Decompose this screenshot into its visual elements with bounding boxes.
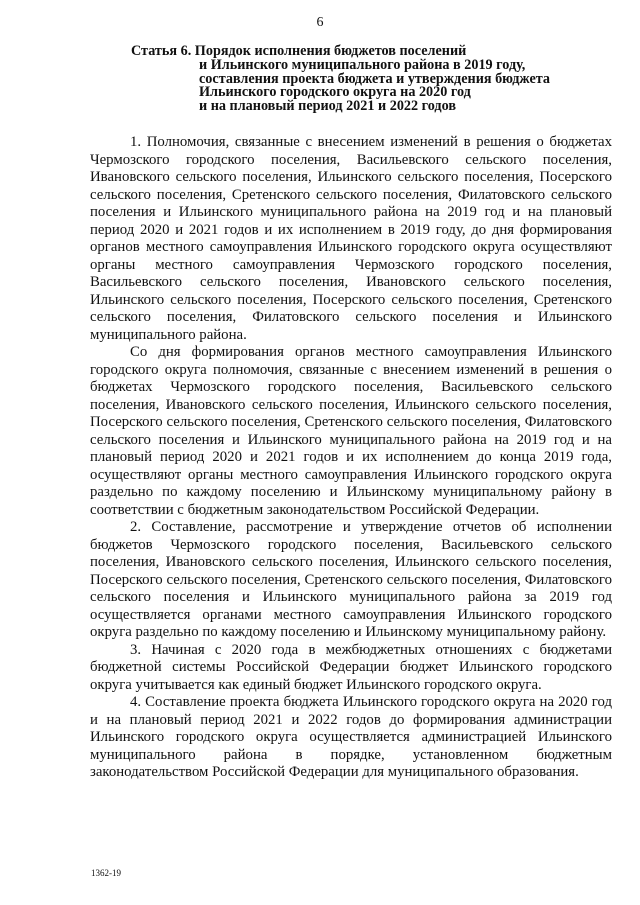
page-number: 6 (316, 15, 324, 30)
article-title (131, 45, 601, 114)
paragraph-1-continued: Со дня формирования органов местного самоуправления Ильинского городского округа полномочия, связанные с внесением изменений в решения о бюджетах Чермозского городского поселения, Васильевского сельского поселения, Ивановского сельского поселения, Ильинского сельского поселения, Посерского сельского поселения, Сретенского сельского поселения, Филатовского сельского поселения и Ильинского муниципального района на 2019 год и на плановый период 2020 и 2021 годов и их исполнением до конца 2019 года, осуществляют органы местного самоуправления Ильинского городского округа раздельно по каждому поселению и Ильинскому муниципальному району в соответствии с бюджетным законодательством Российской Федерации. (90, 344, 612, 518)
document-code: 1362-19 (91, 868, 121, 878)
article-title-line: и на плановый период 2021 и 2022 годов (199, 98, 457, 115)
article-body (90, 134, 612, 782)
paragraph-4: 4. Составление проекта бюджета Ильинского городского округа на 2020 год и на плановый период 2021 и 2022 годов до формирования администрации Ильинского городского округа осуществляется администрацией Ильинского муниципального района в порядке, установленном бюджетным законодательством Российской Федерации для муниципального образования. (90, 694, 612, 780)
paragraph-2: 2. Составление, рассмотрение и утверждение отчетов об исполнении бюджетов Чермозского городского поселения, Васильевского сельского поселения, Ивановского сельского поселения, Ильинского сельского поселения, Посерского сельского поселения, Сретенского сельского поселения, Филатовского сельского поселения и Ильинского муниципального района за 2019 год осуществляется органами местного самоуправления Ильинского городского округа раздельно по каждому поселению и Ильинскому муниципальному району. (90, 519, 612, 640)
article-title-line: и Ильинского муниципального района в 2019 году, (199, 56, 526, 73)
article-title-line: составления проекта бюджета и утверждения бюджета (199, 70, 551, 87)
article-title-line: Ильинского городского округа на 2020 год (199, 84, 471, 101)
paragraph-3: 3. Начиная с 2020 года в межбюджетных отношениях с бюджетами бюджетной системы Российской Федерации бюджет Ильинского городского округа учитывается как единый бюджет Ильинского городского округа. (90, 641, 612, 693)
paragraph-1: 1. Полномочия, связанные с внесением изменений в решения о бюджетах Чермозского городского поселения, Васильевского сельского поселения, Ивановского сельского поселения, Ильинского сельского поселения, Посерского сельского поселения, Сретенского сельского поселения, Филатовского сельского поселения и Ильинского муниципального района на 2019 год и на плановый период 2020 и 2021 годов и их исполнением в 2019 году, до дня формирования органов местного самоуправления Ильинского городского округа осуществляют органы местного самоуправления Чермозского городского поселения, Васильевского сельского поселения, Ивановского сельского поселения, Ильинского сельского поселения, Посерского сельского поселения, Сретенского сельского поселения, Филатовского сельского поселения и Ильинского муниципального района. (90, 134, 612, 343)
article-title-line: Статья 6. Порядок исполнения бюджетов поселений (131, 43, 467, 59)
